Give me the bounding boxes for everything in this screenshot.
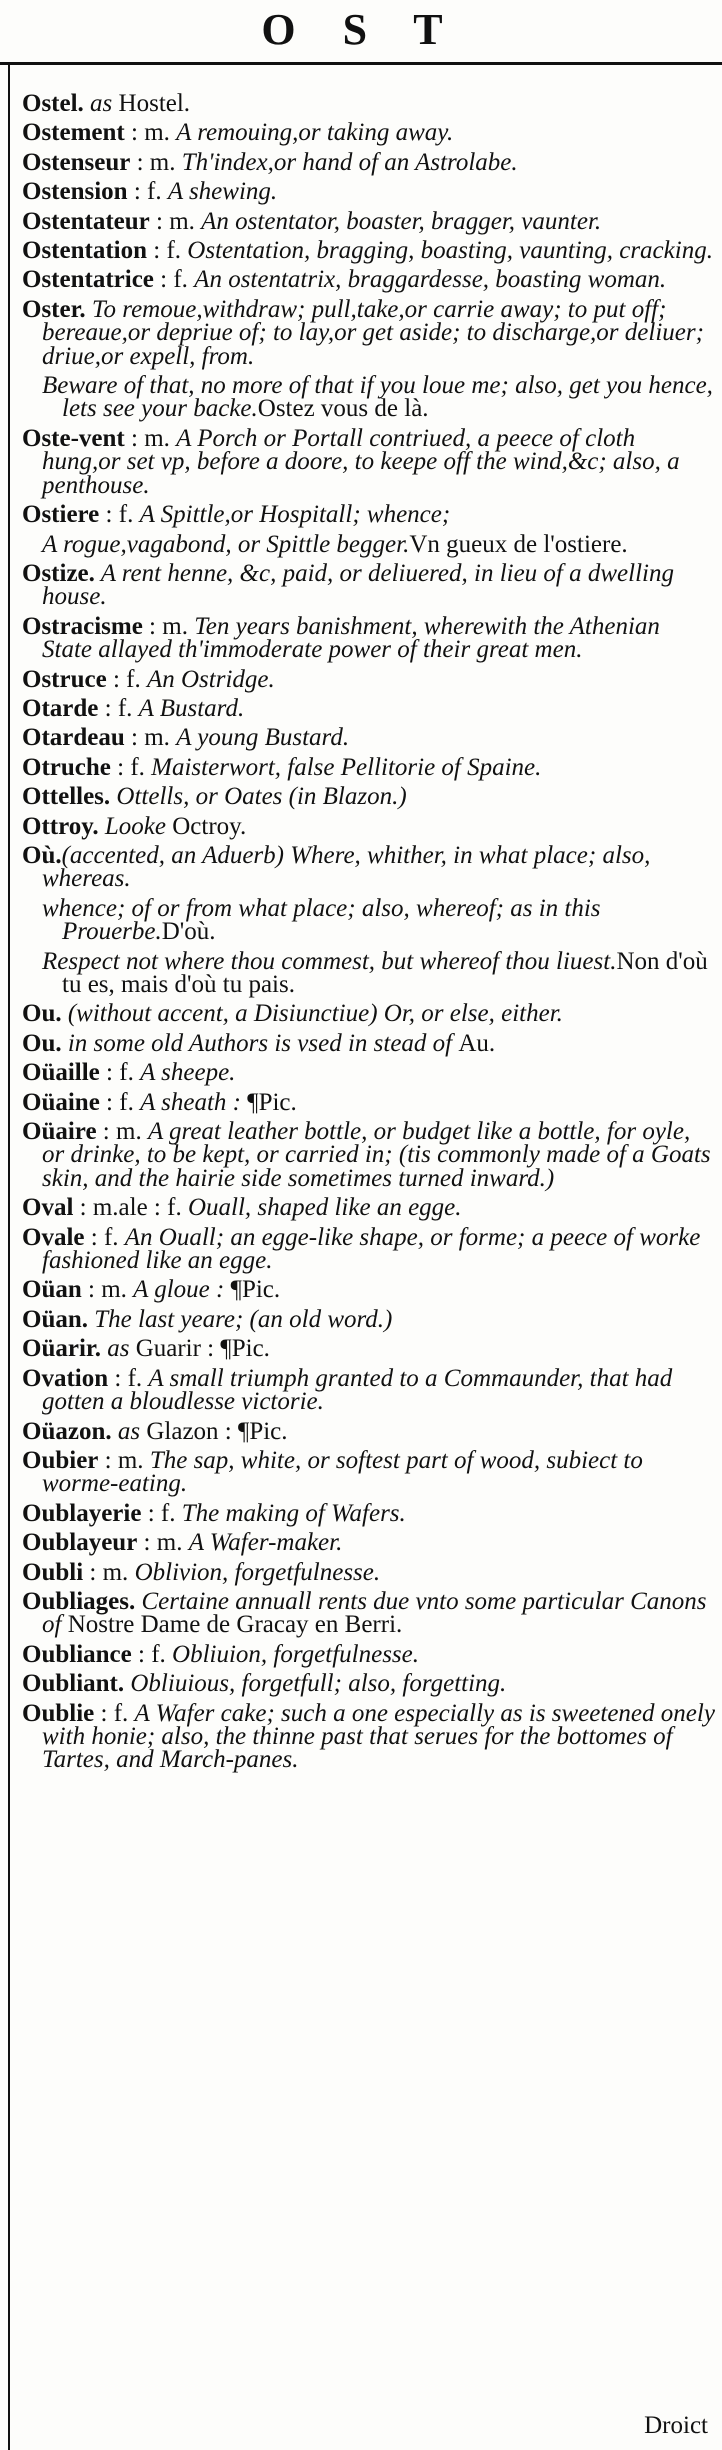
dictionary-entry	[22, 1446, 716, 1498]
dictionary-entry	[22, 1499, 716, 1527]
grammar-label: : f.	[141, 1499, 182, 1527]
headword: Otarde	[22, 694, 99, 722]
definition-text: An ostentator, boaster, bragger, vaunter.	[201, 207, 602, 235]
grammar-label: : m.	[137, 1529, 189, 1557]
headword: Oubliant.	[22, 1670, 125, 1698]
french-text: D'où.	[161, 918, 216, 946]
column-rule	[8, 64, 10, 2450]
definition-text: as	[111, 1417, 147, 1445]
headword: Ottelles.	[22, 783, 111, 811]
headword: Ostracisme	[22, 612, 143, 640]
definition-text: A Spittle,or Hospitall; whence;	[139, 501, 451, 529]
headword: Oüaire	[22, 1118, 97, 1146]
definition-text: A Wafer-maker.	[188, 1529, 343, 1557]
headword: Ostentation	[22, 237, 147, 265]
pilcrow-note: ¶Pic.	[230, 1276, 281, 1304]
definition-text: Ostentation, bragging, boasting, vaunting, cracking.	[187, 237, 713, 265]
dictionary-entry	[22, 1305, 716, 1333]
french-text: Glazon :	[146, 1417, 238, 1445]
pilcrow-note: ¶Pic.	[220, 1335, 270, 1363]
pilcrow-note: ¶Pic.	[237, 1417, 288, 1445]
dictionary-entry	[22, 148, 716, 176]
definition-text: whence; of or from what place; also, whereof; as in this Prouerbe.	[42, 894, 601, 946]
headword: Oüaille	[22, 1059, 100, 1087]
grammar-label: : f.	[99, 501, 140, 529]
catchword: Droict	[644, 2412, 708, 2439]
grammar-label: : f.	[99, 1088, 141, 1116]
running-head: O S T	[261, 5, 461, 54]
grammar-label: : m.	[130, 148, 182, 176]
definition-text: Ten years banishment, wherewith the Athenian State allayed th'immoderate power of their great men.	[42, 612, 660, 664]
definition-text: as	[100, 1335, 136, 1363]
dictionary-entry	[22, 1417, 716, 1445]
definition-text: An ostentatrix, braggardesse, boasting woman.	[194, 266, 667, 294]
headword: Ostel.	[22, 90, 84, 117]
headword: Ostement	[22, 119, 125, 147]
definition-text: Obliuion, forgetfulnesse.	[172, 1640, 420, 1668]
headword: Ostruce	[22, 665, 107, 693]
headword: Où.	[22, 841, 62, 869]
dictionary-entry	[22, 783, 716, 811]
dictionary-entry	[22, 119, 716, 147]
dictionary-entry	[22, 1670, 716, 1698]
definition-text: A sheepe.	[140, 1059, 236, 1087]
grammar-label: : m.	[81, 1276, 134, 1304]
dictionary-entry	[22, 753, 716, 781]
headword: Oubliages.	[22, 1587, 136, 1615]
grammar-label: : f.	[147, 237, 188, 265]
definition-text: The making of Wafers.	[181, 1499, 406, 1527]
dictionary-entry	[22, 92, 716, 115]
headword: Oüan.	[22, 1305, 89, 1333]
french-text: Octroy.	[172, 812, 247, 840]
headword: Oüazon.	[22, 1417, 112, 1445]
definition-text: in some old Authors is vsed in stead of	[61, 1029, 459, 1057]
dictionary-entry	[22, 178, 716, 206]
sub-entry	[22, 374, 716, 421]
dictionary-entry	[22, 1029, 716, 1057]
sub-entry	[22, 894, 716, 946]
dictionary-entry	[22, 1194, 716, 1222]
grammar-label: : f.	[99, 1059, 141, 1087]
dictionary-entry	[22, 612, 716, 664]
french-text: Au.	[458, 1029, 496, 1057]
grammar-label: : m.	[124, 119, 177, 147]
grammar-label: : f.	[127, 178, 168, 206]
headword: Ovation	[22, 1364, 109, 1392]
grammar-label: : m.	[124, 424, 177, 452]
definition-text: as	[83, 90, 119, 117]
definition-text: A gloue :	[133, 1276, 231, 1304]
definition-text: A great leather bottle, or budget like a bottle, for oyle, or drinke, to be kept, or carried in; (tis commonly made of a Goats skin, and the hairie side sometimes turned inward.)	[42, 1118, 711, 1192]
dictionary-entry	[22, 559, 716, 611]
definition-text: Beware of that, no more of that if you loue me; also, get you hence, lets see your backe.	[42, 372, 713, 423]
definition-text: Oblivion, forgetfulnesse.	[134, 1558, 381, 1586]
definition-text: An Ostridge.	[146, 665, 275, 693]
dictionary-entry	[22, 1335, 716, 1363]
definition-text: A young Bustard.	[176, 724, 350, 752]
dictionary-entry	[22, 1364, 716, 1416]
dictionary-entry	[22, 295, 716, 370]
grammar-label: : m.	[96, 1118, 148, 1146]
definition-text: A Porch or Portall contriued, a peece of cloth hung,or set vp, before a doore, to keepe off the wind,&c; also, a penthouse.	[42, 424, 680, 499]
headword: Otardeau	[22, 724, 125, 752]
french-text: Guarir :	[135, 1335, 221, 1363]
header-rule	[0, 62, 722, 65]
definition-text: A Wafer cake; such a one especially as is sweetened onely with honie; also, the thinne past that serues for the bottomes of Tartes, and March-panes.	[42, 1699, 715, 1774]
dictionary-entry	[22, 724, 716, 752]
dictionary-entry	[22, 1529, 716, 1557]
dictionary-entry	[22, 237, 716, 265]
dictionary-entry	[22, 812, 716, 840]
definition-text: A Bustard.	[138, 694, 245, 722]
definition-text: The last yeare; (an old word.)	[88, 1305, 393, 1333]
definition-text: Maisterwort, false Pellitorie of Spaine.	[151, 753, 542, 781]
french-text: Hostel.	[118, 90, 191, 117]
dictionary-entry	[22, 1558, 716, 1586]
headword: Ostenseur	[22, 148, 131, 176]
definition-text: Obliuious, forgetfull; also, forgetting.	[124, 1670, 507, 1698]
dictionary-entry	[22, 665, 716, 693]
definition-text: (accented, an Aduerb) Where, whither, in what place; also, whereas.	[42, 841, 651, 893]
headword: Ostentatrice	[22, 266, 154, 294]
french-text: Nostre Dame de Gracay en Berri.	[67, 1611, 403, 1639]
headword: Oste-vent	[22, 424, 125, 452]
dictionary-entry	[22, 1000, 716, 1028]
grammar-label: : f.	[106, 665, 147, 693]
definition-text: The sap, white, or softest part of wood, subiect to worme-eating.	[42, 1446, 643, 1498]
headword: Oubier	[22, 1446, 99, 1474]
entry-list	[22, 92, 716, 1778]
definition-text: A rogue,vagabond, or Spittle begger.	[42, 530, 410, 558]
headword: Oubli	[22, 1558, 84, 1586]
sub-entry	[22, 947, 716, 998]
headword: Oster.	[22, 295, 86, 323]
dictionary-entry	[22, 501, 716, 529]
headword: Oval	[22, 1194, 74, 1222]
grammar-label: : f.	[84, 1223, 125, 1251]
dictionary-entry	[22, 1223, 716, 1275]
dictionary-entry	[22, 1276, 716, 1304]
definition-text: A remouing,or taking away.	[176, 119, 454, 147]
french-text: Vn gueux de l'ostiere.	[409, 530, 628, 558]
definition-text: A sheath :	[140, 1088, 248, 1116]
french-text: Ostez vous de là.	[257, 395, 429, 423]
dictionary-entry	[22, 1587, 716, 1639]
headword: Ottroy.	[22, 812, 99, 840]
headword: Ou.	[22, 1000, 62, 1028]
headword: Oublayerie	[22, 1499, 142, 1527]
grammar-label: : m.	[83, 1558, 135, 1586]
definition-text: (without accent, a Disiunctiue) Or, or else, either.	[61, 1000, 563, 1028]
definition-text: A rent henne, &c, paid, or deliuered, in lieu of a dwelling house.	[42, 559, 674, 611]
definition-text: Th'index,or hand of an Astrolabe.	[181, 148, 518, 176]
dictionary-entry	[22, 1059, 716, 1087]
dictionary-entry	[22, 1640, 716, 1668]
headword: Ostentateur	[22, 207, 150, 235]
sub-entry	[22, 530, 716, 558]
dictionary-entry	[22, 1120, 716, 1190]
definition-text: Ouall, shaped like an egge.	[187, 1194, 462, 1222]
dictionary-entry	[22, 841, 716, 893]
dictionary-entry	[22, 694, 716, 722]
dictionary-entry	[22, 266, 716, 294]
grammar-label: : m.	[149, 207, 202, 235]
headword: Oublie	[22, 1699, 95, 1727]
definition-text: Respect not where thou commest, but whereof thou liuest.	[42, 947, 617, 975]
grammar-label: : f.	[94, 1699, 135, 1727]
grammar-label: : m.	[124, 724, 177, 752]
dictionary-entry	[22, 207, 716, 235]
french-text: Non d'où tu es, mais d'où tu pais.	[62, 947, 708, 998]
grammar-label: : m.ale : f.	[73, 1194, 188, 1222]
definition-text: Ottells, or Oates (in Blazon.)	[110, 783, 407, 811]
headword: Ostiere	[22, 501, 100, 529]
headword: Ostension	[22, 178, 128, 206]
definition-text: A small triumph granted to a Commaunder, that had gotten a bloudlesse victorie.	[42, 1364, 673, 1416]
grammar-label: : f.	[108, 1364, 149, 1392]
headword: Ou.	[22, 1029, 62, 1057]
dictionary-entry	[22, 1699, 716, 1774]
headword: Oüaine	[22, 1088, 100, 1116]
definition-text: Looke	[98, 812, 173, 840]
dictionary-entry	[22, 424, 716, 499]
headword: Oüarir.	[22, 1335, 101, 1363]
grammar-label: : f.	[131, 1640, 173, 1668]
definition-text: An Ouall; an egge-like shape, or forme; a peece of worke fashioned like an egge.	[42, 1223, 701, 1275]
grammar-label: : m.	[142, 612, 195, 640]
definition-text: Certaine annuall rents due vnto some particular Canons of	[42, 1587, 707, 1639]
grammar-label: : f.	[98, 694, 139, 722]
headword: Otruche	[22, 753, 111, 781]
pilcrow-note: ¶Pic.	[247, 1088, 297, 1116]
grammar-label: : f.	[153, 266, 195, 294]
definition-text: A shewing.	[167, 178, 278, 206]
dictionary-entry	[22, 1088, 716, 1116]
definition-text: To remoue,withdraw; pull,take,or carrie away; to put off; bereaue,or depriue of; to lay,or get aside; to discharge,or deliuer; driue,or expell, from.	[42, 295, 704, 370]
grammar-label: : m.	[98, 1446, 150, 1474]
headword: Ostize.	[22, 559, 95, 587]
headword: Oubliance	[22, 1640, 132, 1668]
headword: Ovale	[22, 1223, 85, 1251]
headword: Oüan	[22, 1276, 82, 1304]
headword: Oublayeur	[22, 1529, 138, 1557]
grammar-label: : f.	[110, 753, 152, 781]
